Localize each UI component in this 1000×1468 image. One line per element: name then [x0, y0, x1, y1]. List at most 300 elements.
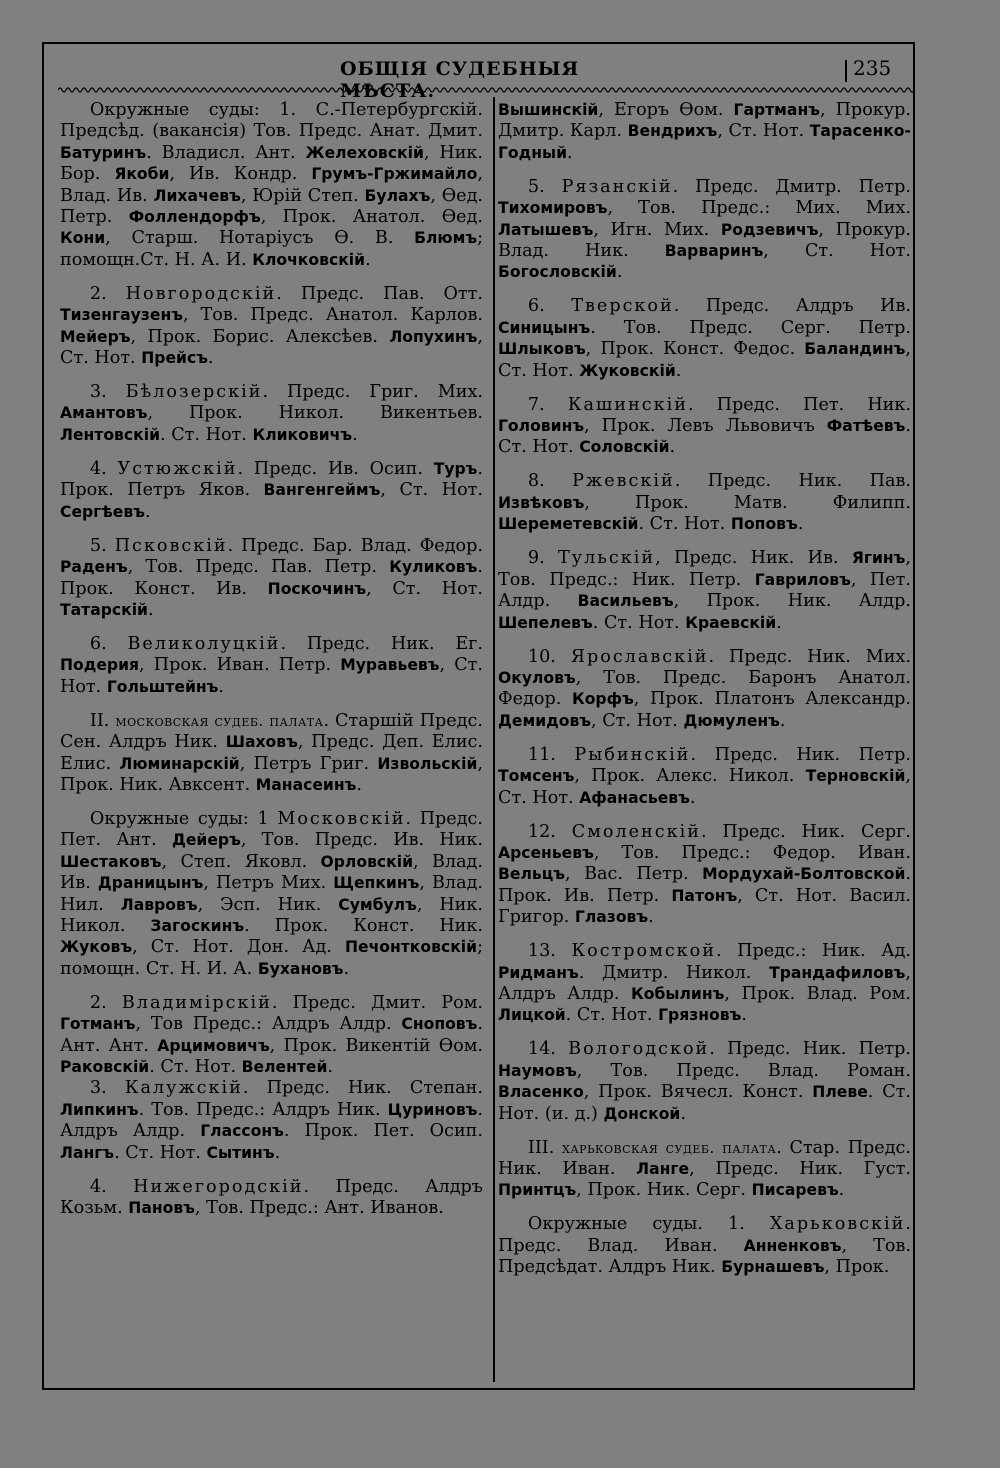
entry-text: , Ст. Нот. — [380, 480, 483, 501]
official-surname: Шепелевъ — [498, 613, 593, 632]
entry-text: , Ив. Кондр. — [169, 164, 312, 185]
entry-text: , Ст. Нот. — [366, 578, 484, 599]
entry-text: 14. — [527, 1039, 569, 1060]
court-entry — [498, 100, 911, 164]
official-surname: Гартманъ — [733, 101, 820, 119]
official-surname: Люминарскій — [119, 754, 240, 773]
official-surname: Ягинъ — [851, 549, 906, 568]
entry-text: , Егоръ Ѳом. — [598, 100, 734, 120]
court-name: Тверской — [571, 296, 674, 317]
court-entry — [60, 459, 483, 523]
column-divider — [493, 97, 495, 1382]
entry-text: . Прок. Пет. Осип. — [283, 1121, 484, 1142]
official-surname: Фоллендорфъ — [128, 208, 261, 227]
entry-text: , Прок. Викентій Ѳом. — [269, 1035, 483, 1056]
official-surname: Шаховъ — [225, 733, 298, 752]
entry-text: , Прок. Никол. Викентьев. — [147, 403, 483, 424]
entry-text: . Предс. Григ. Мих. — [262, 382, 483, 403]
official-surname: Амантовъ — [60, 404, 148, 423]
official-surname: Извольскій — [377, 754, 478, 773]
entry-text: , Прок. Ник. Авксент. — [60, 753, 483, 795]
official-surname: Кобылинъ — [631, 984, 725, 1003]
entry-text: . — [218, 676, 224, 697]
entry-text: , Предс. Ник. Густ. — [689, 1159, 911, 1179]
entry-text: . Предс. Пет. Ник. — [687, 394, 911, 415]
official-surname: Муравьевъ — [340, 656, 440, 675]
header-separator — [845, 60, 847, 82]
official-surname: Прейсъ — [141, 349, 208, 368]
official-surname: Раденъ — [60, 558, 128, 577]
entry-text: . — [741, 1005, 747, 1026]
official-surname: Батуринъ — [60, 143, 147, 162]
court-entry — [498, 296, 911, 382]
court-name: Рыбинскій — [574, 744, 691, 765]
entry-text: 3. — [89, 382, 126, 403]
entry-text: , Прок. Борис. Алексѣев. — [130, 326, 390, 347]
official-surname: Мордухай-Болтовской — [702, 865, 906, 884]
official-surname: Баландинъ — [804, 340, 906, 359]
court-name: Владимірскій — [121, 992, 272, 1013]
official-surname: Лицкой — [498, 1006, 566, 1025]
official-surname: Манасеинъ — [255, 775, 357, 794]
official-surname: Лихачевъ — [153, 186, 241, 205]
official-surname: Лопухинъ — [389, 327, 478, 346]
official-surname: Щепкинъ — [333, 874, 420, 893]
entry-text: , Ник. Никол. — [60, 894, 483, 936]
court-entry — [498, 647, 911, 733]
official-surname: Краевскій — [685, 613, 777, 632]
official-surname: Афанасьевъ — [579, 788, 690, 807]
official-surname: Дюмуленъ — [683, 711, 780, 730]
entry-text: . Предс. Ник. Степан. — [242, 1078, 483, 1099]
entry-text: , Ст. Нот. — [763, 241, 911, 262]
entry-text: . — [779, 710, 786, 731]
entry-text: , Прокур. Влад. Ник. — [498, 219, 911, 262]
entry-text: , Прок. Матв. Филипп. — [584, 492, 911, 513]
official-surname: Вельцъ — [498, 865, 566, 884]
entry-text: . Ант. Ант. — [60, 1014, 483, 1056]
entry-text: . Предс. Ник. Пав. — [674, 471, 911, 492]
official-surname: Анненковъ — [743, 1236, 842, 1255]
frame-right-rule — [913, 42, 915, 1390]
entry-text: , Пет. Алдр. — [498, 569, 911, 612]
entry-text: . Предс.: Ник. Ад. — [716, 941, 911, 962]
page-number: 235 — [853, 56, 892, 80]
entry-text: 12. — [527, 821, 572, 842]
official-surname: Донской — [603, 1104, 681, 1123]
left-column — [60, 100, 483, 1232]
official-surname: Бурнашевъ — [721, 1258, 825, 1277]
official-surname: Кони — [60, 229, 106, 248]
entry-text: . Прок. Конст. Ник. — [244, 915, 483, 936]
official-surname: Бухановъ — [257, 959, 344, 978]
chamber-name: московская судеб. палата — [115, 711, 324, 730]
entry-text: , Петръ Григ. — [239, 753, 378, 774]
running-title: ОБЩІЯ СУДЕБНЫЯ МѢСТА. — [340, 58, 580, 102]
entry-text: . Предс. Дмит. Ром. — [271, 992, 483, 1013]
official-surname: Клочковскій — [252, 250, 366, 269]
official-surname: Арцимовичъ — [157, 1036, 270, 1055]
entry-text: , Тов Предс.: Алдръ Алдр. — [135, 1014, 402, 1035]
entry-text: . Предс. Дмитр. Петр. — [672, 176, 911, 197]
entry-text: . Предс. Влад. Иван. — [498, 1214, 911, 1256]
official-surname: Вангенгеймъ — [263, 481, 381, 500]
entry-text: , Предс. Ник. Ив. — [655, 548, 852, 569]
entry-text: , Юрій Степ. — [240, 185, 365, 206]
court-entry — [498, 177, 911, 284]
entry-text: , Ст. Нот. — [498, 339, 911, 381]
entry-text: 11. — [527, 744, 575, 765]
official-surname: Сноповъ — [401, 1015, 478, 1034]
entry-text: . — [365, 249, 371, 270]
entry-text: 8. — [527, 471, 573, 492]
official-surname: Шереметевскій — [498, 515, 639, 534]
frame-bottom-rule — [42, 1388, 915, 1390]
entry-text: 5. — [527, 176, 562, 197]
entry-text: , Прок. Влад. Ром. — [724, 983, 911, 1004]
official-surname: Сумбулъ — [338, 895, 417, 914]
official-surname: Мейеръ — [60, 327, 131, 346]
entry-text: . — [797, 514, 804, 535]
entry-text: , Ст. Нот. — [591, 710, 684, 731]
entry-text: , Ст. Нот. — [60, 326, 483, 369]
court-name: Костромской — [571, 941, 716, 962]
court-name: Бѣлозерскій — [125, 382, 263, 403]
entry-text: . Алдръ Алдр. — [60, 1099, 483, 1142]
entry-text: . Ст. Нот. — [592, 612, 686, 633]
official-surname: Шестаковъ — [60, 852, 162, 871]
court-name: Московскій — [277, 808, 406, 829]
entry-text: . Предс. Ник. Петр. — [709, 1039, 911, 1060]
entry-text: . — [776, 612, 782, 633]
official-surname: Родзевичъ — [720, 220, 819, 239]
entry-text: . — [144, 501, 151, 522]
entry-text: . — [327, 1057, 334, 1077]
official-surname: Варваринъ — [664, 242, 764, 261]
court-entry — [498, 548, 911, 634]
entry-text: . Ст. Нот. — [565, 1005, 659, 1026]
official-surname: Синицынъ — [498, 318, 591, 337]
entry-text: . Ст. Нот. — [498, 416, 911, 458]
entry-text: 5. — [89, 535, 115, 556]
court-name: Великолуцкій — [127, 633, 281, 654]
court-entry — [498, 1214, 911, 1278]
official-surname: Цуриновъ — [387, 1100, 478, 1119]
entry-text: 4. — [89, 1176, 134, 1197]
entry-text: , Влад. Ив. — [60, 164, 483, 206]
entry-text: , Ник. Бор. — [60, 142, 484, 185]
entry-text: . — [207, 348, 214, 369]
entry-text: 10. — [527, 646, 571, 667]
entry-text: 6. — [527, 296, 572, 317]
official-surname: Демидовъ — [498, 711, 592, 730]
entry-text: Окружные суды: 1 — [89, 808, 278, 829]
court-name: Ярославскій — [570, 646, 709, 667]
entry-text: , Прок. Платонъ Александр. — [633, 689, 912, 710]
entry-text: . Предс. Алдръ Ив. — [673, 296, 911, 317]
official-surname: Лавровъ — [120, 895, 198, 914]
official-surname: Принтцъ — [498, 1181, 577, 1200]
entry-text: Окружные суды. 1. — [527, 1214, 770, 1235]
official-surname: Тихомировъ — [498, 199, 608, 218]
frame-top-rule — [42, 42, 913, 44]
entry-text: . — [567, 142, 573, 163]
entry-text: . Ст. Нот. — [149, 1057, 242, 1077]
entry-text: , Прок. — [824, 1257, 890, 1278]
court-entry — [498, 1039, 911, 1125]
official-surname: Раковскій — [60, 1058, 150, 1076]
wavy-rule — [58, 86, 914, 94]
court-entry — [60, 1177, 483, 1220]
court-entry — [60, 809, 483, 980]
right-column — [498, 100, 911, 1291]
entry-text: . Предс. Бар. Влад. Федор. — [227, 535, 483, 556]
entry-text: , Ст. Нот. — [60, 655, 483, 697]
entry-text: , Прок. Анатол. Ѳед. — [260, 207, 483, 228]
entry-text: , Петръ Мих. — [203, 873, 334, 894]
frame-left-rule — [42, 42, 44, 1390]
entry-text: , Ст. Нот. — [498, 766, 911, 808]
official-surname: Тарасенко-Годный — [498, 122, 911, 162]
official-surname: Терновскій — [805, 767, 906, 786]
entry-text: . Предс. Ив. Осип. — [237, 458, 434, 479]
entry-text: . — [352, 424, 358, 445]
entry-text: . Предс. Ник. Ег. — [280, 633, 483, 654]
official-surname: Грумъ-Гржимайло — [311, 165, 478, 184]
court-name: Ржевскій — [572, 471, 675, 492]
entry-text: . Старшій Предс. Сен. Алдръ Ник. — [60, 710, 483, 753]
entry-text: 7. — [527, 394, 568, 415]
entry-text: , Тов. Предс.: Ант. Иванов. — [194, 1198, 444, 1219]
official-surname: Фатѣевъ — [826, 417, 906, 436]
official-surname: Гольштейнъ — [106, 677, 219, 696]
court-entry — [60, 284, 483, 370]
entry-text: , Прок. Левъ Львовичъ — [584, 416, 827, 437]
official-surname: Наумовъ — [498, 1061, 577, 1080]
official-surname: Якоби — [114, 165, 170, 184]
entry-text: . — [680, 1103, 686, 1124]
official-surname: Поскочинъ — [267, 579, 367, 598]
entry-text: , Ст. Нот. Васил. Григор. — [498, 885, 912, 928]
court-entry — [498, 395, 911, 459]
entry-text: . Предс. Пав. Отт. — [276, 283, 483, 304]
court-name: Нижегородскій — [133, 1176, 304, 1197]
entry-text: Окружные суды: 1. С.-Петербургскій. Предсѣд. (вакансія) Тов. Предс. Анат. Дмит. — [60, 100, 483, 142]
entry-text: . — [648, 907, 654, 928]
court-entry — [498, 822, 911, 929]
official-surname: Грязновъ — [658, 1006, 742, 1025]
entry-text: . — [274, 1142, 281, 1163]
official-surname: Лентовскій — [60, 425, 161, 444]
entry-text: II. — [89, 710, 116, 731]
court-name: Кашинскій — [567, 394, 688, 415]
entry-text: , Игн. Мих. — [593, 219, 721, 240]
official-surname: Извѣковъ — [498, 493, 585, 512]
official-surname: Печонтковскій — [344, 938, 478, 957]
official-surname: Блюмъ — [414, 229, 478, 248]
official-surname: Сергѣевъ — [60, 502, 145, 521]
entry-text: . Предс. Ник. Серг. — [701, 821, 911, 842]
entry-text: . — [689, 787, 696, 808]
official-surname: Драницынъ — [97, 874, 204, 893]
court-name: Вологодской — [568, 1039, 710, 1060]
entry-text: , Прок. Ник. Алдр. — [673, 591, 911, 612]
entry-text: , Прок. Конст. Федос. — [585, 339, 805, 360]
official-surname: Куликовъ — [389, 558, 478, 577]
court-name: Устюжскій — [117, 458, 238, 479]
entry-text: 6. — [89, 633, 128, 654]
entry-text: . Ст. Нот. — [638, 514, 731, 535]
official-surname: Лангъ — [60, 1143, 115, 1162]
entry-text: 2. — [89, 283, 126, 304]
entry-text: , Старш. Нотаріусъ Ѳ. В. — [105, 228, 415, 249]
court-entry — [60, 382, 483, 446]
entry-text: . — [838, 1180, 845, 1201]
entry-text: . Предс. Алдръ Козьм. — [60, 1176, 483, 1219]
court-name: Калужскій — [124, 1078, 243, 1099]
court-name: Смоленскій — [571, 821, 701, 842]
entry-text: , Степ. Яковл. — [161, 851, 321, 872]
entry-text: , Тов. Предс. Пав. Петр. — [127, 557, 390, 578]
entry-text: , Ст. Нот. — [717, 121, 810, 142]
entry-text: , Тов. Предс.: Ник. Петр. — [498, 548, 911, 590]
entry-text: , Тов. Предс.: Федор. Иван. — [593, 842, 911, 863]
court-entry — [498, 745, 911, 809]
entry-text: . Предс. Ник. Мих. — [708, 646, 911, 667]
official-surname: Сытинъ — [206, 1143, 275, 1162]
court-entry — [498, 1138, 911, 1202]
entry-text: , Прок. Иван. Петр. — [139, 655, 341, 676]
entry-text: . Прок. Петръ Яков. — [60, 458, 483, 501]
entry-text: . — [669, 437, 676, 458]
court-name: Рязанскій — [561, 176, 673, 197]
entry-text: , Вас. Петр. — [565, 864, 703, 885]
official-surname: Томсенъ — [498, 767, 575, 786]
entry-text: . Предс. Пет. Ант. — [60, 808, 483, 851]
entry-text: , Тов. Предс. Анатол. Карлов. — [182, 305, 483, 326]
entry-text: . Прок. Конст. Ив. — [60, 557, 483, 599]
official-surname: Писаревъ — [751, 1181, 839, 1200]
official-surname: Шлыковъ — [498, 340, 586, 359]
official-surname: Булахъ — [364, 186, 431, 205]
entry-text: . Предс. Ник. Петр. — [690, 744, 911, 765]
entry-text: . — [343, 958, 350, 979]
official-surname: Патонъ — [671, 886, 738, 905]
official-surname: Арсеньевъ — [498, 843, 594, 862]
entry-text: , Ѳед. Петр. — [60, 185, 484, 228]
official-surname: Окуловъ — [498, 668, 576, 687]
entry-text: . Прок. Ив. Петр. — [498, 864, 911, 906]
official-surname: Туръ — [433, 459, 478, 478]
official-surname: Велентей — [241, 1058, 328, 1076]
entry-text: III. — [527, 1137, 563, 1158]
official-surname: Васильевъ — [577, 592, 674, 611]
entry-text: ; помощн.Ст. Н. А. И. — [60, 228, 483, 270]
official-surname: Жуковскій — [579, 361, 676, 380]
court-name: Псковскій — [114, 535, 228, 556]
entry-text: , Прок. Вячесл. Конст. — [583, 1082, 813, 1103]
official-surname: Желеховскій — [305, 143, 424, 162]
official-surname: Тизенгаузенъ — [60, 306, 183, 325]
entry-text: , Алдръ Алдр. — [498, 962, 911, 1004]
official-surname: Подерия — [60, 656, 140, 675]
court-entry — [60, 711, 483, 797]
court-name: Харьковскій — [769, 1214, 906, 1235]
official-surname: Соловскій — [579, 438, 670, 457]
official-surname: Загоскинъ — [150, 916, 245, 935]
entry-text: , Тов. Предс. Влад. Роман. — [576, 1060, 911, 1081]
entry-text: , Предс. Деп. Елис. Елис. — [60, 732, 483, 774]
official-surname: Дейеръ — [171, 831, 241, 850]
entry-text: , Тов. Предс. Баронъ Анатол. Федор. — [498, 667, 911, 710]
entry-text: . — [675, 360, 682, 381]
chamber-name: харьковская судеб. палата — [562, 1138, 777, 1157]
entry-text: , Прок. Ник. Серг. — [576, 1180, 752, 1201]
court-entry — [60, 1078, 483, 1164]
entry-text: , Прокур. Дмитр. Карл. — [498, 100, 911, 142]
official-surname: Ридманъ — [498, 963, 579, 982]
official-surname: Глассонъ — [200, 1122, 284, 1141]
entry-text: . Тов. Предс. Серг. Петр. — [590, 317, 911, 338]
entry-text: , Тов. Предс.: Мих. Мих. — [607, 198, 911, 219]
court-name: Тульскій — [558, 548, 656, 569]
official-surname: Жуковъ — [60, 938, 133, 957]
official-surname: Пановъ — [128, 1199, 195, 1218]
official-surname: Глазовъ — [574, 908, 649, 927]
official-surname: Головинъ — [498, 417, 585, 436]
court-entry — [60, 634, 483, 698]
entry-text: , Прок. Алекс. Никол. — [574, 766, 806, 787]
entry-text: , Влад. Нил. — [60, 873, 483, 915]
official-surname: Трандафиловъ — [769, 963, 906, 982]
official-surname: Поповъ — [730, 515, 798, 534]
official-surname: Власенко — [498, 1083, 584, 1102]
entry-text: . Стар. Предс. Ник. Иван. — [498, 1137, 911, 1179]
official-surname: Вышинскій — [498, 101, 599, 119]
entry-text: , Ст. Нот. Дон. Ад. — [132, 937, 345, 958]
official-surname: Богословскій — [498, 263, 617, 282]
entry-text: . Ст. Нот. — [114, 1142, 207, 1163]
court-entry — [60, 100, 483, 271]
entry-text: . Тов. Предс.: Алдръ Ник. — [138, 1099, 388, 1120]
entry-text: . Владисл. Ант. — [146, 142, 306, 163]
entry-text: , Тов. Предсѣдат. Алдръ Ник. — [498, 1235, 912, 1278]
official-surname: Орловскій — [320, 852, 414, 871]
official-surname: Корфъ — [571, 690, 634, 709]
entry-text: . Дмитр. Никол. — [578, 962, 770, 983]
court-entry — [498, 941, 911, 1027]
official-surname: Плеве — [812, 1083, 868, 1102]
official-surname: Гавриловъ — [754, 570, 851, 589]
entry-text: . Ст. Нот. — [160, 424, 253, 445]
official-surname: Кликовичъ — [252, 425, 353, 444]
court-entry — [60, 536, 483, 622]
court-entry — [498, 471, 911, 535]
entry-text: ; помощн. Ст. Н. И. А. — [60, 937, 483, 979]
entry-text: 2. — [89, 992, 122, 1013]
entry-text: 9. — [527, 548, 559, 569]
entry-text: . — [616, 262, 623, 283]
entry-text: , Тов. Предс. Ив. Ник. — [240, 830, 483, 851]
official-surname: Готманъ — [60, 1015, 136, 1034]
official-surname: Вендрихъ — [627, 122, 718, 141]
official-surname: Латышевъ — [498, 220, 594, 239]
official-surname: Ланге — [636, 1160, 690, 1178]
entry-text: , Влад. Ив. — [60, 851, 483, 894]
official-surname: Татарскій — [60, 600, 148, 619]
entry-text: . — [147, 599, 154, 620]
official-surname: Липкинъ — [60, 1100, 139, 1119]
